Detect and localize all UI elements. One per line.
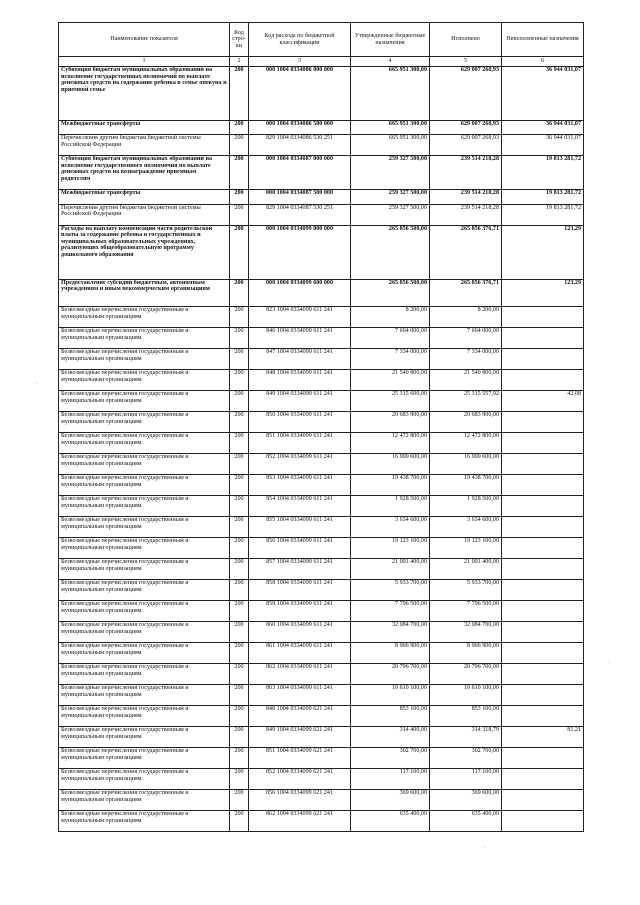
cell-line-code: 200 bbox=[230, 121, 249, 135]
cell-line-code: 200 bbox=[230, 156, 249, 190]
cell-approved: 259 327 500,00 bbox=[351, 190, 430, 204]
cell-unexecuted bbox=[502, 580, 584, 601]
column-number: 2 bbox=[230, 57, 249, 67]
cell-line-code: 200 bbox=[230, 643, 249, 664]
cell-approved: 21 540 800,00 bbox=[351, 370, 430, 391]
column-number-row bbox=[59, 57, 584, 67]
cell-executed: 12 472 800,00 bbox=[430, 433, 502, 454]
cell-budget-code: 000 1004 0334087 000 000 bbox=[249, 156, 351, 190]
cell-name: Предоставление субсидий бюджетным, автономным учреждениям и иным некоммерческим организациям bbox=[59, 279, 230, 307]
cell-budget-code: 846 1004 0334099 611 241 bbox=[249, 328, 351, 349]
cell-approved: 5 933 700,00 bbox=[351, 580, 430, 601]
cell-executed: 117 100,00 bbox=[430, 769, 502, 790]
cell-approved: 265 856 500,00 bbox=[351, 279, 430, 307]
cell-budget-code: 848 1004 0334099 621 241 bbox=[249, 706, 351, 727]
cell-unexecuted bbox=[502, 538, 584, 559]
cell-approved: 25 315 600,00 bbox=[351, 391, 430, 412]
cell-unexecuted: 42,08 bbox=[502, 391, 584, 412]
cell-unexecuted bbox=[502, 664, 584, 685]
cell-name: Безвозмездные перечисления государственным и муниципальным организациям bbox=[59, 538, 230, 559]
table-row bbox=[59, 790, 584, 811]
table-row bbox=[59, 433, 584, 454]
cell-line-code: 200 bbox=[230, 279, 249, 307]
cell-executed: 265 856 376,71 bbox=[430, 279, 502, 307]
cell-budget-code: 000 1004 0334099 000 000 bbox=[249, 225, 351, 279]
cell-unexecuted: 19 813 281,72 bbox=[502, 156, 584, 190]
cell-executed: 239 514 218,28 bbox=[430, 204, 502, 225]
cell-unexecuted bbox=[502, 685, 584, 706]
cell-executed: 629 007 268,93 bbox=[430, 135, 502, 156]
cell-approved: 259 327 500,00 bbox=[351, 204, 430, 225]
cell-unexecuted: 123,29 bbox=[502, 279, 584, 307]
cell-executed: 20 683 900,00 bbox=[430, 412, 502, 433]
cell-line-code: 200 bbox=[230, 307, 249, 328]
table-row bbox=[59, 307, 584, 328]
cell-approved: 20 683 900,00 bbox=[351, 412, 430, 433]
cell-line-code: 200 bbox=[230, 190, 249, 204]
cell-budget-code: 850 1004 0334099 611 241 bbox=[249, 412, 351, 433]
cell-name: Безвозмездные перечисления государственным и муниципальным организациям bbox=[59, 412, 230, 433]
cell-approved: 3 634 600,00 bbox=[351, 517, 430, 538]
cell-unexecuted bbox=[502, 496, 584, 517]
cell-name: Безвозмездные перечисления государственным и муниципальным организациям bbox=[59, 307, 230, 328]
cell-approved: 665 951 300,00 bbox=[351, 67, 430, 121]
cell-line-code: 200 bbox=[230, 391, 249, 412]
cell-name: Перечисления другим бюджетам бюджетной системы Российской Федерации bbox=[59, 135, 230, 156]
cell-line-code: 200 bbox=[230, 135, 249, 156]
table-row bbox=[59, 190, 584, 204]
cell-name: Безвозмездные перечисления государственным и муниципальным организациям bbox=[59, 706, 230, 727]
table-row bbox=[59, 279, 584, 307]
cell-unexecuted bbox=[502, 748, 584, 769]
scan-speck: · bbox=[36, 381, 38, 387]
cell-budget-code: 856 1004 0334099 621 241 bbox=[249, 790, 351, 811]
cell-approved: 8 966 900,00 bbox=[351, 643, 430, 664]
cell-executed: 5 933 700,00 bbox=[430, 580, 502, 601]
cell-executed: 16 900 600,00 bbox=[430, 454, 502, 475]
cell-budget-code: 854 1004 0334099 611 241 bbox=[249, 496, 351, 517]
table-row bbox=[59, 370, 584, 391]
table-row bbox=[59, 454, 584, 475]
column-number: 1 bbox=[59, 57, 230, 67]
cell-line-code: 200 bbox=[230, 67, 249, 121]
cell-budget-code: 000 1004 0334086 000 000 bbox=[249, 67, 351, 121]
cell-budget-code: 847 1004 0334099 611 241 bbox=[249, 349, 351, 370]
cell-executed: 239 514 218,28 bbox=[430, 156, 502, 190]
cell-budget-code: 855 1004 0334099 611 241 bbox=[249, 517, 351, 538]
cell-unexecuted: 81,21 bbox=[502, 727, 584, 748]
cell-executed: 3 634 600,00 bbox=[430, 517, 502, 538]
cell-budget-code: 851 1004 0334099 611 241 bbox=[249, 433, 351, 454]
cell-budget-code: 857 1004 0334099 611 241 bbox=[249, 559, 351, 580]
cell-approved: 12 472 800,00 bbox=[351, 433, 430, 454]
header-budget-code: Код расхода по бюджетной классификации bbox=[249, 23, 351, 57]
cell-name: Субвенция бюджетам муниципальных образований на исполнение государственных полномочий по выплате денежных средств на содержание ребенка в семье опекуна и приемной семье bbox=[59, 67, 230, 121]
table-row bbox=[59, 601, 584, 622]
cell-budget-code: 863 1004 0334099 611 241 bbox=[249, 685, 351, 706]
cell-executed: 21 091 400,00 bbox=[430, 559, 502, 580]
cell-executed: 314 318,79 bbox=[430, 727, 502, 748]
cell-budget-code: 852 1004 0334099 621 241 bbox=[249, 769, 351, 790]
cell-budget-code: 851 1004 0334099 621 241 bbox=[249, 748, 351, 769]
cell-executed: 19 123 100,00 bbox=[430, 538, 502, 559]
cell-budget-code: 829 1004 0334086 530 251 bbox=[249, 135, 351, 156]
cell-executed: 635 400,00 bbox=[430, 811, 502, 832]
cell-approved: 21 091 400,00 bbox=[351, 559, 430, 580]
cell-unexecuted bbox=[502, 790, 584, 811]
cell-name: Безвозмездные перечисления государственным и муниципальным организациям bbox=[59, 517, 230, 538]
table-row bbox=[59, 685, 584, 706]
header-line-code: Код стро-ки bbox=[230, 23, 249, 57]
cell-name: Безвозмездные перечисления государственным и муниципальным организациям bbox=[59, 727, 230, 748]
cell-budget-code: 849 1004 0334099 611 241 bbox=[249, 391, 351, 412]
cell-unexecuted bbox=[502, 559, 584, 580]
cell-line-code: 200 bbox=[230, 769, 249, 790]
cell-line-code: 200 bbox=[230, 433, 249, 454]
cell-name: Межбюджетные трансферты bbox=[59, 121, 230, 135]
cell-name: Безвозмездные перечисления государственным и муниципальным организациям bbox=[59, 664, 230, 685]
cell-approved: 32 084 700,00 bbox=[351, 622, 430, 643]
cell-executed: 8 200,00 bbox=[430, 307, 502, 328]
cell-unexecuted: 36 944 031,07 bbox=[502, 135, 584, 156]
cell-budget-code: 849 1004 0334099 621 241 bbox=[249, 727, 351, 748]
cell-unexecuted: 123,29 bbox=[502, 225, 584, 279]
cell-approved: 265 856 500,00 bbox=[351, 225, 430, 279]
cell-name: Безвозмездные перечисления государственным и муниципальным организациям bbox=[59, 454, 230, 475]
cell-name: Безвозмездные перечисления государственным и муниципальным организациям bbox=[59, 622, 230, 643]
cell-line-code: 200 bbox=[230, 580, 249, 601]
cell-name: Безвозмездные перечисления государственным и муниципальным организациям bbox=[59, 433, 230, 454]
table-row bbox=[59, 67, 584, 121]
table-row bbox=[59, 622, 584, 643]
cell-name: Безвозмездные перечисления государственным и муниципальным организациям bbox=[59, 790, 230, 811]
cell-name: Безвозмездные перечисления государственным и муниципальным организациям bbox=[59, 601, 230, 622]
cell-line-code: 200 bbox=[230, 517, 249, 538]
table-row bbox=[59, 727, 584, 748]
cell-budget-code: 860 1004 0334099 611 241 bbox=[249, 622, 351, 643]
cell-unexecuted bbox=[502, 811, 584, 832]
cell-unexecuted bbox=[502, 601, 584, 622]
header-row bbox=[59, 23, 584, 57]
cell-executed: 629 007 268,93 bbox=[430, 67, 502, 121]
cell-approved: 635 400,00 bbox=[351, 811, 430, 832]
column-number: 6 bbox=[502, 57, 584, 67]
cell-name: Безвозмездные перечисления государственным и муниципальным организациям bbox=[59, 370, 230, 391]
cell-name: Безвозмездные перечисления государственным и муниципальным организациям bbox=[59, 643, 230, 664]
cell-approved: 8 200,00 bbox=[351, 307, 430, 328]
table-row bbox=[59, 811, 584, 832]
table-row bbox=[59, 748, 584, 769]
cell-name: Безвозмездные перечисления государственным и муниципальным организациям bbox=[59, 349, 230, 370]
cell-approved: 19 123 100,00 bbox=[351, 538, 430, 559]
cell-approved: 302 700,00 bbox=[351, 748, 430, 769]
cell-unexecuted: 36 944 031,07 bbox=[502, 121, 584, 135]
cell-line-code: 200 bbox=[230, 204, 249, 225]
table-row bbox=[59, 204, 584, 225]
cell-approved: 314 400,00 bbox=[351, 727, 430, 748]
table-row bbox=[59, 328, 584, 349]
cell-executed: 10 610 100,00 bbox=[430, 685, 502, 706]
cell-unexecuted bbox=[502, 769, 584, 790]
cell-unexecuted bbox=[502, 622, 584, 643]
header-executed: Исполнено bbox=[430, 23, 502, 57]
cell-budget-code: 000 1004 0334099 600 000 bbox=[249, 279, 351, 307]
cell-line-code: 200 bbox=[230, 475, 249, 496]
table-row bbox=[59, 475, 584, 496]
cell-line-code: 200 bbox=[230, 748, 249, 769]
cell-line-code: 200 bbox=[230, 601, 249, 622]
cell-line-code: 200 bbox=[230, 538, 249, 559]
cell-unexecuted bbox=[502, 517, 584, 538]
cell-executed: 7 334 000,00 bbox=[430, 349, 502, 370]
cell-executed: 20 796 700,00 bbox=[430, 664, 502, 685]
cell-name: Безвозмездные перечисления государственным и муниципальным организациям bbox=[59, 685, 230, 706]
scan-speck: · bbox=[608, 660, 610, 666]
cell-name: Безвозмездные перечисления государственным и муниципальным организациям bbox=[59, 769, 230, 790]
cell-approved: 117 100,00 bbox=[351, 769, 430, 790]
table-row bbox=[59, 538, 584, 559]
cell-approved: 19 438 700,00 bbox=[351, 475, 430, 496]
cell-line-code: 200 bbox=[230, 349, 249, 370]
cell-line-code: 200 bbox=[230, 225, 249, 279]
table-row bbox=[59, 559, 584, 580]
table-row bbox=[59, 121, 584, 135]
cell-executed: 8 966 900,00 bbox=[430, 643, 502, 664]
cell-unexecuted bbox=[502, 370, 584, 391]
header-name: Наименование показателя bbox=[59, 23, 230, 57]
cell-line-code: 200 bbox=[230, 706, 249, 727]
table-row bbox=[59, 156, 584, 190]
cell-line-code: 200 bbox=[230, 790, 249, 811]
cell-approved: 20 796 700,00 bbox=[351, 664, 430, 685]
cell-name: Безвозмездные перечисления государственным и муниципальным организациям bbox=[59, 748, 230, 769]
budget-report-sheet bbox=[58, 22, 583, 832]
cell-budget-code: 852 1004 0334099 611 241 bbox=[249, 454, 351, 475]
cell-approved: 16 900 600,00 bbox=[351, 454, 430, 475]
cell-line-code: 200 bbox=[230, 685, 249, 706]
cell-name: Безвозмездные перечисления государственным и муниципальным организациям bbox=[59, 580, 230, 601]
cell-budget-code: 000 1004 0334087 500 000 bbox=[249, 190, 351, 204]
cell-line-code: 200 bbox=[230, 811, 249, 832]
cell-unexecuted: 19 813 281,72 bbox=[502, 190, 584, 204]
cell-approved: 10 610 100,00 bbox=[351, 685, 430, 706]
cell-approved: 665 951 300,00 bbox=[351, 121, 430, 135]
table-row bbox=[59, 517, 584, 538]
table-row bbox=[59, 643, 584, 664]
cell-name: Безвозмездные перечисления государственным и муниципальным организациям bbox=[59, 559, 230, 580]
cell-unexecuted bbox=[502, 328, 584, 349]
cell-approved: 853 100,00 bbox=[351, 706, 430, 727]
cell-line-code: 200 bbox=[230, 664, 249, 685]
column-number: 4 bbox=[351, 57, 430, 67]
cell-name: Безвозмездные перечисления государственным и муниципальным организациям bbox=[59, 475, 230, 496]
cell-unexecuted bbox=[502, 643, 584, 664]
cell-approved: 7 334 000,00 bbox=[351, 349, 430, 370]
cell-executed: 629 007 268,93 bbox=[430, 121, 502, 135]
cell-unexecuted bbox=[502, 412, 584, 433]
cell-unexecuted: 19 813 281,72 bbox=[502, 204, 584, 225]
column-number: 5 bbox=[430, 57, 502, 67]
cell-line-code: 200 bbox=[230, 370, 249, 391]
cell-name: Безвозмездные перечисления государственным и муниципальным организациям bbox=[59, 391, 230, 412]
cell-unexecuted bbox=[502, 454, 584, 475]
table-row bbox=[59, 391, 584, 412]
table-row bbox=[59, 706, 584, 727]
cell-budget-code: 862 1004 0334099 611 241 bbox=[249, 664, 351, 685]
cell-executed: 853 100,00 bbox=[430, 706, 502, 727]
cell-executed: 239 514 218,28 bbox=[430, 190, 502, 204]
cell-budget-code: 848 1004 0334099 611 241 bbox=[249, 370, 351, 391]
cell-executed: 32 084 700,00 bbox=[430, 622, 502, 643]
table-body bbox=[59, 67, 584, 832]
header-unexecuted: Неисполненные назначения bbox=[502, 23, 584, 57]
table-row bbox=[59, 769, 584, 790]
cell-executed: 21 540 800,00 bbox=[430, 370, 502, 391]
cell-approved: 665 951 300,00 bbox=[351, 135, 430, 156]
cell-name: Безвозмездные перечисления государственным и муниципальным организациям bbox=[59, 496, 230, 517]
cell-executed: 369 600,00 bbox=[430, 790, 502, 811]
cell-executed: 7 604 000,00 bbox=[430, 328, 502, 349]
column-number: 3 bbox=[249, 57, 351, 67]
cell-unexecuted bbox=[502, 307, 584, 328]
cell-executed: 1 928 500,00 bbox=[430, 496, 502, 517]
cell-name: Безвозмездные перечисления государственным и муниципальным организациям bbox=[59, 328, 230, 349]
cell-unexecuted bbox=[502, 706, 584, 727]
cell-line-code: 200 bbox=[230, 412, 249, 433]
cell-approved: 369 600,00 bbox=[351, 790, 430, 811]
cell-line-code: 200 bbox=[230, 496, 249, 517]
cell-executed: 7 796 500,00 bbox=[430, 601, 502, 622]
header-approved: Утвержденные бюджетные назначения bbox=[351, 23, 430, 57]
cell-unexecuted bbox=[502, 475, 584, 496]
cell-budget-code: 823 1004 0334099 611 241 bbox=[249, 307, 351, 328]
cell-budget-code: 859 1004 0334099 611 241 bbox=[249, 601, 351, 622]
cell-line-code: 200 bbox=[230, 559, 249, 580]
cell-executed: 265 856 376,71 bbox=[430, 225, 502, 279]
cell-approved: 7 796 500,00 bbox=[351, 601, 430, 622]
table-row bbox=[59, 349, 584, 370]
cell-name: Межбюджетные трансферты bbox=[59, 190, 230, 204]
cell-executed: 19 438 700,00 bbox=[430, 475, 502, 496]
cell-approved: 1 928 500,00 bbox=[351, 496, 430, 517]
table-row bbox=[59, 664, 584, 685]
cell-line-code: 200 bbox=[230, 454, 249, 475]
cell-budget-code: 853 1004 0334099 611 241 bbox=[249, 475, 351, 496]
cell-budget-code: 856 1004 0334099 611 241 bbox=[249, 538, 351, 559]
budget-execution-table bbox=[58, 22, 584, 832]
cell-executed: 25 315 557,92 bbox=[430, 391, 502, 412]
table-row bbox=[59, 225, 584, 279]
cell-name: Перечисления другим бюджетам бюджетной системы Российской Федерации bbox=[59, 204, 230, 225]
cell-approved: 7 604 000,00 bbox=[351, 328, 430, 349]
cell-budget-code: 000 1004 0334086 500 000 bbox=[249, 121, 351, 135]
cell-budget-code: 862 1004 0334099 621 241 bbox=[249, 811, 351, 832]
cell-line-code: 200 bbox=[230, 622, 249, 643]
cell-name: Расходы на выплату компенсации части родительской платы за содержание ребенка в государственных и муниципальных образовательных учреждениях, реализующих общеобразовательную программу дошкольного образования bbox=[59, 225, 230, 279]
cell-line-code: 200 bbox=[230, 328, 249, 349]
cell-budget-code: 861 1004 0334099 611 241 bbox=[249, 643, 351, 664]
cell-name: Субвенция бюджетам муниципальных образований на исполнение государственного полномочия по выплате денежных средств на вознаграждение приемным родителям bbox=[59, 156, 230, 190]
cell-unexecuted bbox=[502, 349, 584, 370]
cell-executed: 302 700,00 bbox=[430, 748, 502, 769]
scan-speck: · bbox=[484, 845, 486, 851]
cell-name: Безвозмездные перечисления государственным и муниципальным организациям bbox=[59, 811, 230, 832]
cell-unexecuted: 36 944 031,07 bbox=[502, 67, 584, 121]
table-row bbox=[59, 580, 584, 601]
cell-approved: 259 327 500,00 bbox=[351, 156, 430, 190]
cell-unexecuted bbox=[502, 433, 584, 454]
table-row bbox=[59, 496, 584, 517]
cell-budget-code: 829 1004 0334087 530 251 bbox=[249, 204, 351, 225]
table-row bbox=[59, 412, 584, 433]
cell-budget-code: 858 1004 0334099 611 241 bbox=[249, 580, 351, 601]
cell-line-code: 200 bbox=[230, 727, 249, 748]
table-row bbox=[59, 135, 584, 156]
